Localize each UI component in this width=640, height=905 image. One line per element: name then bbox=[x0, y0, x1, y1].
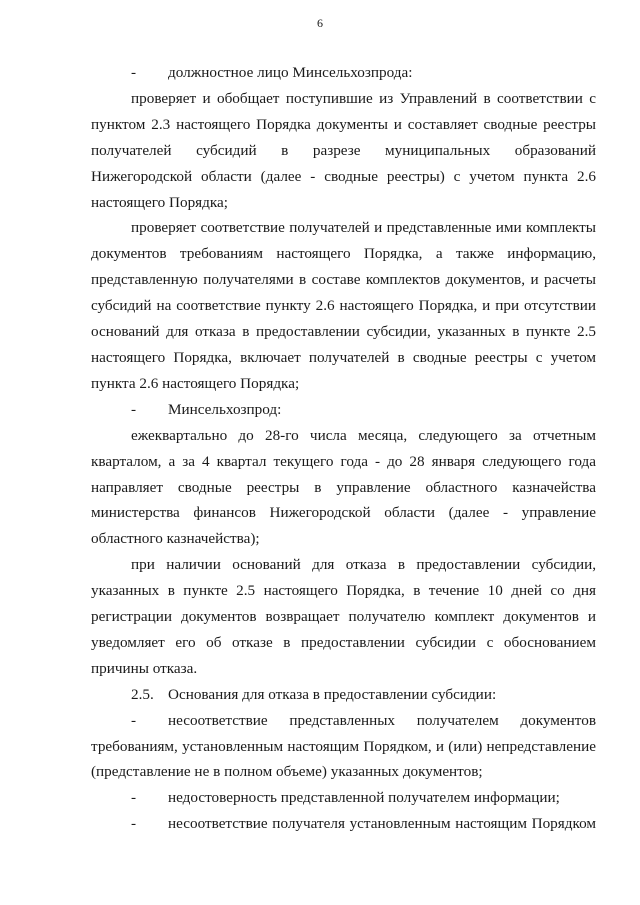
text-line: пунктом 2.3 настоящего Порядка документы и составляет сводные реестры bbox=[91, 115, 596, 133]
list-dash: - bbox=[131, 400, 137, 418]
section-heading bbox=[91, 682, 596, 708]
text-line: Нижегородской области (далее - сводные реестры) с учетом пункта 2.6 bbox=[91, 167, 596, 185]
paragraph bbox=[91, 552, 596, 682]
text-line: несоответствие представленных получателем документов bbox=[168, 711, 596, 729]
list-item bbox=[91, 708, 596, 786]
text-line: ежеквартально до 28-го числа месяца, следующего за отчетным bbox=[131, 426, 596, 444]
text-line: уведомляет его об отказе в предоставлении субсидии с обоснованием bbox=[91, 633, 596, 651]
list-item-first-line bbox=[91, 708, 596, 734]
text-line: требованиям, установленным настоящим Порядком, и (или) непредставление bbox=[91, 737, 596, 755]
text-line: министерства финансов Нижегородской области (далее - управление bbox=[91, 504, 596, 522]
text-line: настоящего Порядка; bbox=[91, 193, 228, 211]
list-item bbox=[91, 785, 596, 811]
list-item bbox=[91, 397, 596, 423]
list-item-text: должностное лицо Минсельхозпрода: bbox=[168, 64, 413, 81]
list-item-text: Минсельхозпрод: bbox=[168, 400, 282, 418]
list-dash: - bbox=[131, 789, 137, 807]
text-line: пункта 2.6 настоящего Порядка; bbox=[91, 374, 300, 392]
text-line: при наличии оснований для отказа в предоставлении субсидии, bbox=[131, 556, 596, 574]
text-line: представленную получателями в составе комплектов документов, и расчеты bbox=[91, 271, 596, 289]
text-line: документов требованиям настоящего Порядка, а также информацию, bbox=[91, 245, 596, 263]
text-line: субсидий на соответствие пункту 2.6 настоящего Порядка, и при отсутствии bbox=[91, 297, 596, 315]
paragraph bbox=[91, 423, 596, 553]
list-item bbox=[91, 60, 596, 86]
list-dash: - bbox=[131, 815, 137, 833]
section-heading-text: Основания для отказа в предоставлении субсидии: bbox=[168, 685, 497, 703]
text-line: кварталом, а за 4 квартал текущего года - до 28 января следующего года bbox=[91, 452, 596, 470]
text-line: получателей субсидий в разрезе муниципальных образований bbox=[91, 141, 596, 159]
section-number: 2.5. bbox=[131, 685, 154, 703]
document-body bbox=[91, 60, 596, 837]
text-line: (представление не в полном объеме) указанных документов; bbox=[91, 763, 483, 781]
list-dash: - bbox=[131, 711, 137, 729]
text-line: проверяет соответствие получателей и представленные ими комплекты bbox=[131, 219, 596, 237]
text-line: регистрации документов возвращает получателю комплект документов и bbox=[91, 608, 596, 626]
list-item bbox=[91, 811, 596, 837]
text-line: проверяет и обобщает поступившие из Управлений в соответствии с bbox=[131, 89, 596, 107]
list-item-text: недостоверность представленной получателем информации; bbox=[168, 789, 560, 807]
text-line: указанных в пункте 2.5 настоящего Порядка, в течение 10 дней со дня bbox=[91, 582, 596, 600]
paragraph bbox=[91, 86, 596, 216]
text-line: настоящего Порядка, включает получателей в сводные реестры с учетом bbox=[91, 348, 596, 366]
text-line: направляет сводные реестры в управление областного казначейства bbox=[91, 478, 596, 496]
list-item-text: несоответствие получателя установленным настоящим Порядком bbox=[168, 815, 596, 833]
text-line: оснований для отказа в предоставлении субсидии, указанных в пункте 2.5 bbox=[91, 323, 596, 341]
text-line: областного казначейства); bbox=[91, 530, 260, 548]
page-number: 6 bbox=[317, 16, 323, 30]
paragraph bbox=[91, 215, 596, 396]
text-line: причины отказа. bbox=[91, 659, 198, 677]
list-dash: - bbox=[131, 64, 137, 81]
